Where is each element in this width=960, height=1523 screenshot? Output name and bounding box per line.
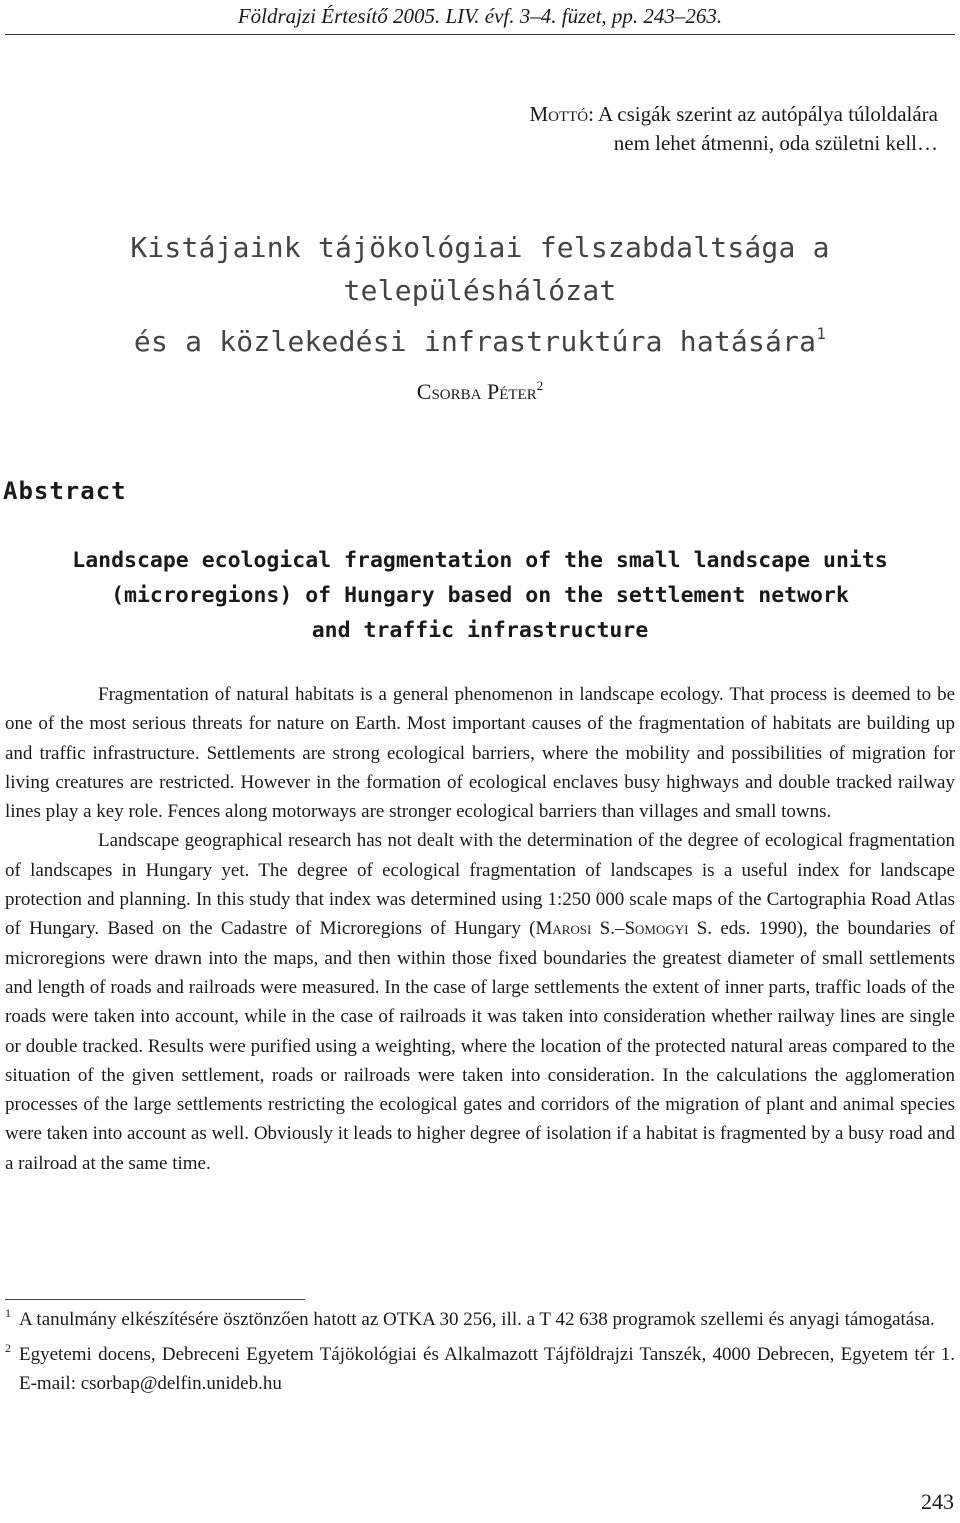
footnote-2 <box>5 1340 955 1398</box>
title-line-1: Kistájaink tájökológiai felszabdaltsága a településhálózat <box>130 231 830 307</box>
citation-author-2: Somogyi <box>624 918 689 940</box>
motto-line-1 <box>529 100 938 129</box>
abstract-paragraph-2 <box>5 826 955 1178</box>
footnote-rule <box>5 1299 305 1300</box>
footnote-1-text: A tanulmány elkészítésére ösztönzően hatott az OTKA 30 256, ill. a T 42 638 programok szellemi és anyagi támogatása. <box>19 1309 935 1330</box>
motto-label: Mottó <box>529 102 589 126</box>
motto-text-1: : A csigák szerint az autópálya túloldalára <box>588 102 938 126</box>
abstract-heading: Abstract <box>3 477 127 505</box>
english-title-line-3: and traffic infrastructure <box>311 618 649 643</box>
footnotes <box>5 1305 955 1404</box>
footnote-2-mark: 2 <box>5 1341 11 1355</box>
author-footnote-mark: 2 <box>536 378 544 393</box>
english-title <box>0 543 960 648</box>
title-line-2-text: és a közlekedési infrastruktúra hatására <box>133 325 817 358</box>
author-name: Csorba Péter <box>416 379 537 404</box>
header-rule <box>5 34 955 35</box>
english-title-line-2: (microregions) of Hungary based on the settlement network <box>111 583 849 608</box>
author <box>0 378 960 405</box>
page-number: 243 <box>921 1489 954 1514</box>
motto <box>529 100 938 158</box>
footnote-1 <box>5 1305 955 1334</box>
title-footnote-mark: 1 <box>816 324 827 343</box>
motto-line-2: nem lehet átmenni, oda születni kell… <box>613 131 938 155</box>
footnote-1-mark: 1 <box>5 1306 11 1320</box>
english-title-line-1: Landscape ecological fragmentation of the small landscape units <box>72 548 888 573</box>
title-line-2 <box>0 312 960 363</box>
article-title <box>0 226 960 363</box>
abstract-paragraph-1: Fragmentation of natural habitats is a general phenomenon in landscape ecology. That process is deemed to be one of the most serious threats for nature on Earth. Most important causes of the fragmentation of habitats are building up and traffic infrastructure. Settlements are strong ecological barriers, where the mobility and possibilities of migration for living creatures are restricted. However in the formation of ecological enclaves busy highways and double tracked railway lines play a key role. Fences along motorways are stronger ecological barriers than villages and small towns. <box>5 684 955 823</box>
abstract-body <box>5 680 955 1178</box>
abstract-p2-part-b: S.– <box>591 918 625 940</box>
citation-author-1: Marosi <box>535 918 592 940</box>
abstract-p2-part-c: S. eds. 1990), the boundaries of microregions were drawn into the maps, and then within those fixed boundaries the greatest diameter of small settlements and length of roads and railroads were measured. In the case of large settlements the extent of inner parts, traffic loads of the roads were taken into account, while in the case of railroads it was taken into consideration whether railway lines are single or double tracked. Results were purified using a weighting, where the location of the protected natural areas compared to the situation of the given settlement, roads or railroads were taken into consideration. In the calculations the agglomeration processes of the large settlements restricting the ecological gates and corridors of the migration of plant and animal species were taken into account as well. Obviously it leads to higher degree of isolation if a habitat is fragmented by a busy road and a railroad at the same time. <box>5 918 955 1174</box>
running-head: Földrajzi Értesítő 2005. LIV. évf. 3–4. füzet, pp. 243–263. <box>237 4 723 28</box>
abstract-p2-part-a: Landscape geographical research has not dealt with the determination of the degree of ecological fragmentation of landscapes in Hungary yet. The degree of ecological fragmentation of landscapes is a useful index for landscape protection and planning. In this study that index was determined using 1:250 000 scale maps of the Cartographia Road Atlas of Hungary. Based on the Cadastre of Microregions of Hungary ( <box>5 830 955 940</box>
footnote-2-text: Egyetemi docens, Debreceni Egyetem Tájökológiai és Alkalmazott Tájföldrajzi Tanszék, 4000 Debrecen, Egyetem tér 1. E-mail: csorbap@delfin.unideb.hu <box>19 1344 955 1394</box>
